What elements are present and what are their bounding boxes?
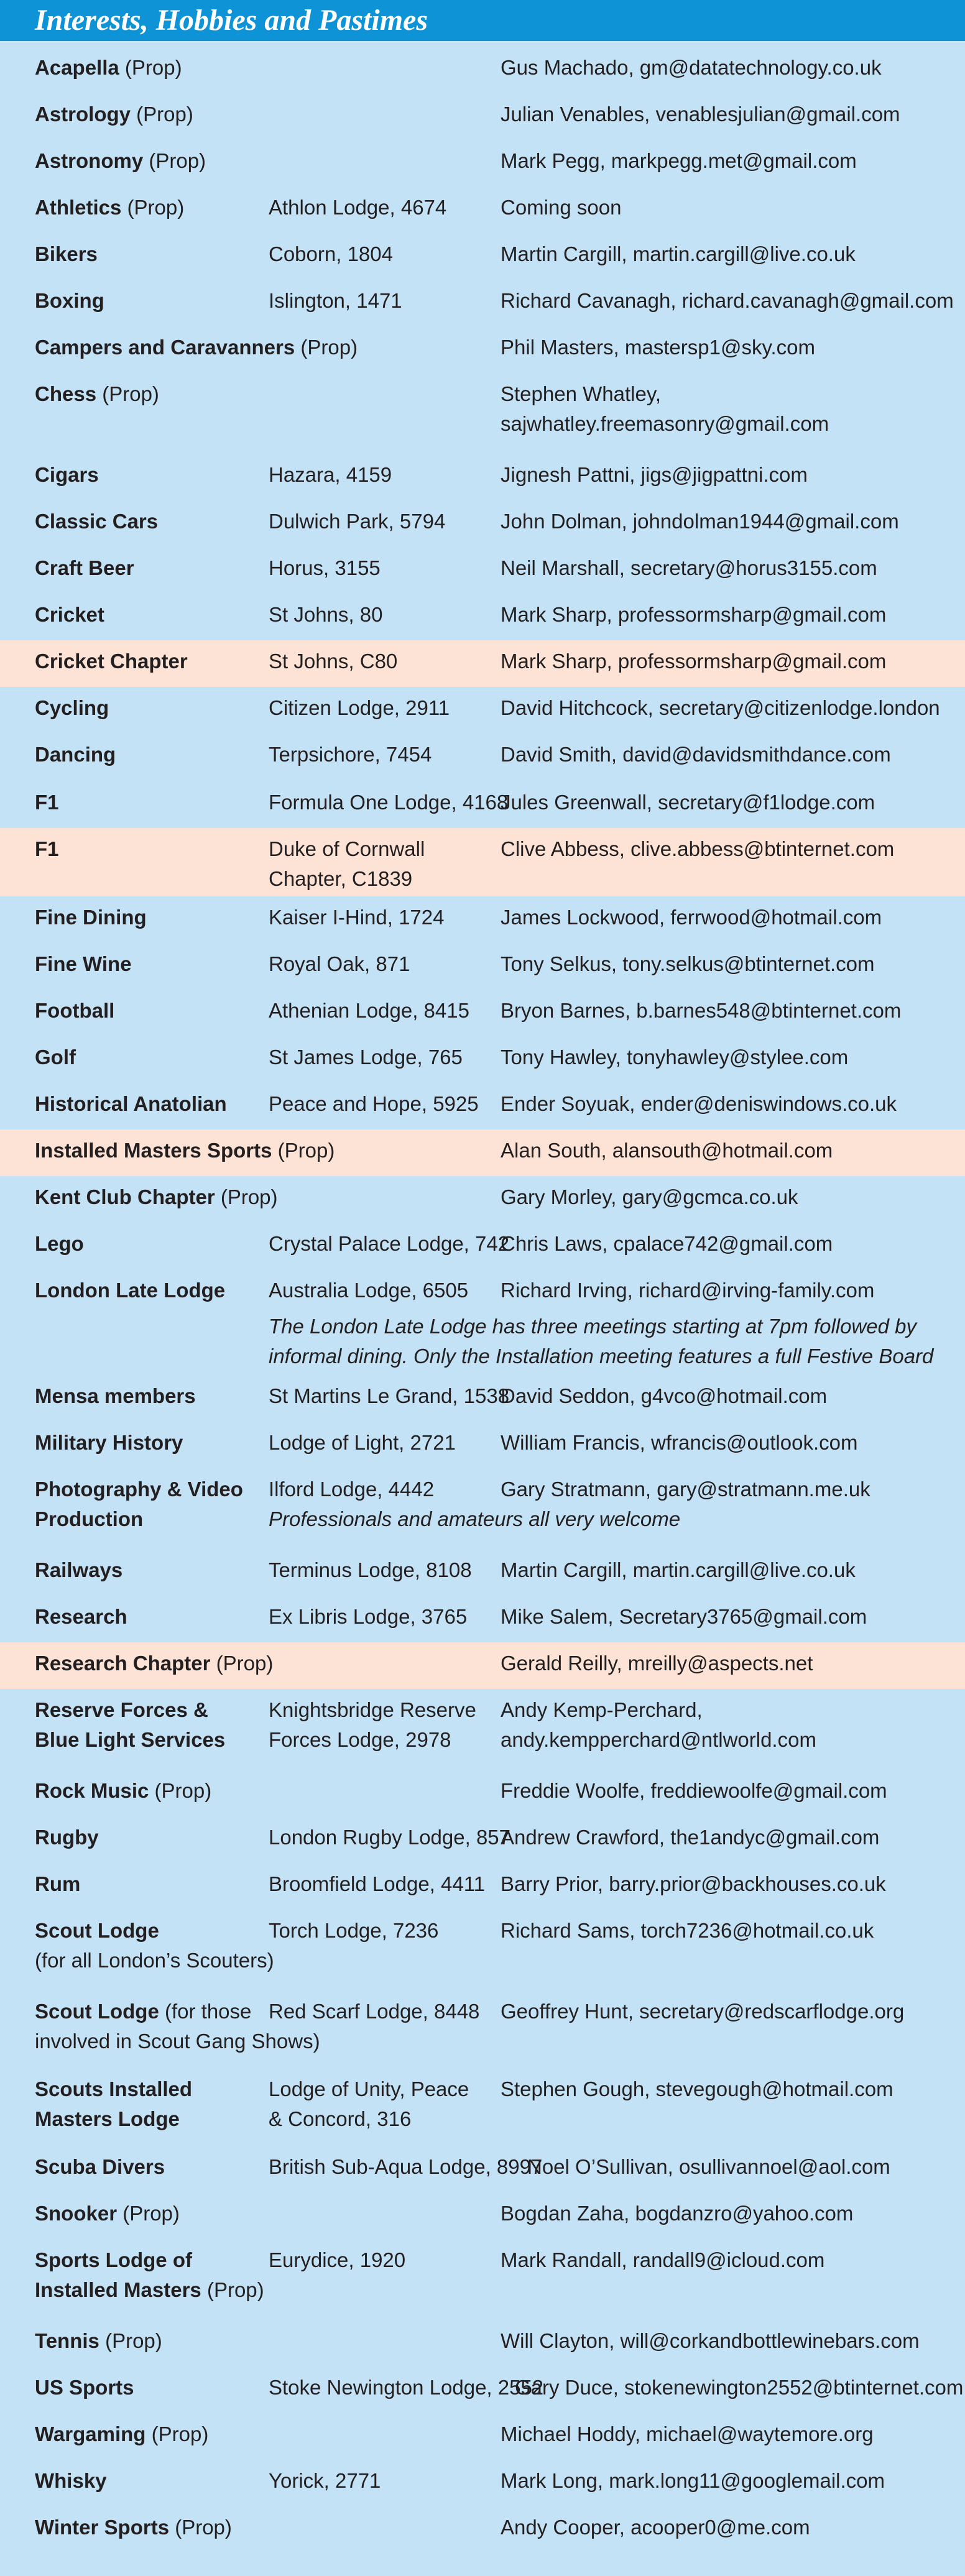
interest-name: Scouts Installed xyxy=(35,2077,193,2100)
table-row xyxy=(0,1816,965,1863)
contact-info: Noel O’Sullivan, osullivannoel@aol.com xyxy=(527,2155,890,2178)
table-row xyxy=(0,233,965,280)
interest-name: Lego xyxy=(35,1232,84,1255)
lodge-name: Torch Lodge, 7236 xyxy=(269,1919,439,1942)
interest-name: F1 xyxy=(35,791,59,814)
interest-name: Whisky xyxy=(35,2469,107,2492)
table-row xyxy=(0,1863,965,1910)
table-row xyxy=(0,1083,965,1129)
lodge-note-line2: informal dining. Only the Installation meeting features a full Festive Board xyxy=(269,1345,934,1368)
table-row xyxy=(0,828,965,896)
lodge-name: Ex Libris Lodge, 3765 xyxy=(269,1605,468,1628)
lodge-name: Knightsbridge Reserve xyxy=(269,1698,476,1721)
contact-info: Stephen Gough, stevegough@hotmail.com xyxy=(501,2077,893,2100)
table-row xyxy=(0,943,965,990)
table-row xyxy=(0,1549,965,1596)
table-row xyxy=(0,1770,965,1816)
table-row xyxy=(0,500,965,547)
contact-info-line2: sajwhatley.freemasonry@gmail.com xyxy=(501,412,829,435)
lodge-name: Dulwich Park, 5794 xyxy=(269,510,446,533)
interest-name: Kent Club Chapter (Prop) xyxy=(35,1185,278,1208)
interest-name: Football xyxy=(35,999,115,1022)
interest-name-line2: Blue Light Services xyxy=(35,1728,226,1751)
interest-name: Cricket Chapter xyxy=(35,650,188,673)
table-row xyxy=(0,1036,965,1083)
table-row xyxy=(0,373,965,454)
interest-name: Fine Wine xyxy=(35,952,132,975)
table-row xyxy=(0,140,965,186)
interest-name-line2: Installed Masters (Prop) xyxy=(35,2278,264,2301)
interest-name: Tennis (Prop) xyxy=(35,2329,162,2352)
contact-info: Jignesh Pattni, jigs@jigpattni.com xyxy=(501,463,808,486)
contact-info: Gerald Reilly, mreilly@aspects.net xyxy=(501,1652,813,1675)
interest-name: Photography & Video xyxy=(35,1478,243,1501)
contact-info: Jules Greenwall, secretary@f1lodge.com xyxy=(501,791,875,814)
interest-name: Acapella (Prop) xyxy=(35,56,182,79)
interest-name: Snooker (Prop) xyxy=(35,2202,180,2225)
contact-info: Neil Marshall, secretary@horus3155.com xyxy=(501,556,877,579)
table-row xyxy=(0,1910,965,1990)
table-row xyxy=(0,1990,965,2068)
table-row xyxy=(0,2506,965,2576)
lodge-name: British Sub-Aqua Lodge, 8997 xyxy=(269,2155,543,2178)
table-row xyxy=(0,1223,965,1269)
contact-info: Bogdan Zaha, bogdanzro@yahoo.com xyxy=(501,2202,854,2225)
contact-info: Will Clayton, will@corkandbottlewinebars.com xyxy=(501,2329,920,2352)
contact-info: Ender Soyuak, ender@deniswindows.co.uk xyxy=(501,1092,897,1115)
contact-info: Freddie Woolfe, freddiewoolfe@gmail.com xyxy=(501,1779,887,1802)
lodge-name-line2: Forces Lodge, 2978 xyxy=(269,1728,451,1751)
interest-name: Installed Masters Sports (Prop) xyxy=(35,1139,335,1162)
table-row xyxy=(0,781,965,828)
lodge-name: Peace and Hope, 5925 xyxy=(269,1092,479,1115)
table-row xyxy=(0,896,965,943)
interest-name: Chess (Prop) xyxy=(35,382,159,405)
interest-name: Fine Dining xyxy=(35,906,147,929)
table-row xyxy=(0,640,965,687)
contact-info: Mark Randall, randall9@icloud.com xyxy=(501,2248,825,2271)
interest-name: Historical Anatolian xyxy=(35,1092,227,1115)
table-row xyxy=(0,186,965,233)
interest-name: Military History xyxy=(35,1431,183,1454)
lodge-name: Duke of Cornwall xyxy=(269,837,425,860)
table-row xyxy=(0,2413,965,2460)
table-row xyxy=(0,2460,965,2506)
contact-info: Mike Salem, Secretary3765@gmail.com xyxy=(501,1605,867,1628)
contact-info: Chris Laws, cpalace742@gmail.com xyxy=(501,1232,833,1255)
table-row xyxy=(0,1422,965,1468)
contact-info: Andy Cooper, acooper0@me.com xyxy=(501,2516,810,2539)
lodge-name: Islington, 1471 xyxy=(269,289,402,312)
table-row xyxy=(0,47,965,93)
lodge-name: St James Lodge, 765 xyxy=(269,1046,463,1069)
contact-info: Gary Morley, gary@gcmca.co.uk xyxy=(501,1185,798,1208)
interest-name: Craft Beer xyxy=(35,556,134,579)
table-row xyxy=(0,454,965,500)
interest-name: Research Chapter (Prop) xyxy=(35,1652,274,1675)
interest-name: Astronomy (Prop) xyxy=(35,149,206,172)
header-bar xyxy=(0,0,965,41)
interest-name: Sports Lodge of xyxy=(35,2248,192,2271)
contact-info: Tony Selkus, tony.selkus@btinternet.com xyxy=(501,952,875,975)
interest-name: Classic Cars xyxy=(35,510,159,533)
lodge-name: Athlon Lodge, 4674 xyxy=(269,196,447,219)
interest-name: Bikers xyxy=(35,242,98,265)
contact-info: Gary Stratmann, gary@stratmann.me.uk xyxy=(501,1478,870,1501)
contact-info: Mark Sharp, professormsharp@gmail.com xyxy=(501,650,887,673)
interest-name: Rum xyxy=(35,1872,81,1895)
interest-name: Rugby xyxy=(35,1826,99,1849)
lodge-name: Lodge of Light, 2721 xyxy=(269,1431,456,1454)
lodge-name: Citizen Lodge, 2911 xyxy=(269,696,450,719)
interest-name: Mensa members xyxy=(35,1384,196,1407)
interest-name: Scout Lodge xyxy=(35,1919,159,1942)
table-row xyxy=(0,1689,965,1770)
interest-name: Railways xyxy=(35,1558,123,1581)
contact-info: Andy Kemp-Perchard, xyxy=(501,1698,703,1721)
table-row xyxy=(0,2068,965,2146)
lodge-name: Stoke Newington Lodge, 2552 xyxy=(269,2376,544,2399)
lodge-name-line2: Chapter, C1839 xyxy=(269,867,413,890)
interest-name-line2: Masters Lodge xyxy=(35,2107,180,2130)
contact-info: John Dolman, johndolman1944@gmail.com xyxy=(501,510,899,533)
contact-info: Mark Long, mark.long11@googlemail.com xyxy=(501,2469,885,2492)
table-row xyxy=(0,2239,965,2320)
interest-name: Reserve Forces & xyxy=(35,1698,208,1721)
lodge-name: Eurydice, 1920 xyxy=(269,2248,406,2271)
contact-info: David Smith, david@davidsmithdance.com xyxy=(501,743,891,766)
table-row xyxy=(0,2367,965,2413)
table-row xyxy=(0,687,965,734)
lodge-name: Terminus Lodge, 8108 xyxy=(269,1558,472,1581)
interest-name: F1 xyxy=(35,837,59,860)
lodge-name: Terpsichore, 7454 xyxy=(269,743,432,766)
lodge-name: St Martins Le Grand, 1538 xyxy=(269,1384,510,1407)
interest-name: Wargaming (Prop) xyxy=(35,2422,209,2445)
lodge-note: Professionals and amateurs all very welcome xyxy=(269,1507,681,1530)
contact-info: Gary Duce, stokenewington2552@btinternet.com xyxy=(515,2376,964,2399)
contact-info: Richard Irving, richard@irving-family.com xyxy=(501,1279,875,1302)
interest-name: Research xyxy=(35,1605,127,1628)
table-row xyxy=(0,594,965,640)
interest-name-line2: Production xyxy=(35,1507,144,1530)
contact-info: Clive Abbess, clive.abbess@btinternet.com xyxy=(501,837,895,860)
contact-info: Michael Hoddy, michael@waytemore.org xyxy=(501,2422,874,2445)
interest-name: Golf xyxy=(35,1046,76,1069)
contact-info: David Seddon, g4vco@hotmail.com xyxy=(501,1384,828,1407)
table-row xyxy=(0,1468,965,1549)
contact-info: Alan South, alansouth@hotmail.com xyxy=(501,1139,833,1162)
interest-name: Scuba Divers xyxy=(35,2155,165,2178)
contact-info: Julian Venables, venablesjulian@gmail.com xyxy=(501,103,900,126)
table-row xyxy=(0,2320,965,2367)
lodge-name: Coborn, 1804 xyxy=(269,242,393,265)
lodge-name: Athenian Lodge, 8415 xyxy=(269,999,469,1022)
contact-info: Mark Sharp, professormsharp@gmail.com xyxy=(501,603,887,626)
contact-info: Martin Cargill, martin.cargill@live.co.uk xyxy=(501,1558,856,1581)
table-row xyxy=(0,1129,965,1176)
lodge-name: Formula One Lodge, 4168 xyxy=(269,791,509,814)
page-title: Interests, Hobbies and Pastimes xyxy=(35,4,428,37)
table-row xyxy=(0,990,965,1036)
interest-name: Cigars xyxy=(35,463,99,486)
interest-subtitle: (for all London’s Scouters) xyxy=(35,1949,274,1972)
contact-info-line2: andy.kempperchard@ntlworld.com xyxy=(501,1728,816,1751)
table-row xyxy=(0,326,965,373)
lodge-name: Horus, 3155 xyxy=(269,556,381,579)
interest-name: London Late Lodge xyxy=(35,1279,226,1302)
lodge-name: Red Scarf Lodge, 8448 xyxy=(269,2000,480,2023)
contact-info: Tony Hawley, tonyhawley@stylee.com xyxy=(501,1046,849,1069)
lodge-name: Broomfield Lodge, 4411 xyxy=(269,1872,485,1895)
lodge-name: St Johns, 80 xyxy=(269,603,383,626)
contact-info: Geoffrey Hunt, secretary@redscarflodge.org xyxy=(501,2000,905,2023)
interest-name: US Sports xyxy=(35,2376,134,2399)
table-row xyxy=(0,547,965,594)
contact-info: Richard Sams, torch7236@hotmail.co.uk xyxy=(501,1919,874,1942)
contact-info: Gus Machado, gm@datatechnology.co.uk xyxy=(501,56,882,79)
table-row xyxy=(0,2192,965,2239)
table-row xyxy=(0,1269,965,1375)
interest-name: Scout Lodge (for those xyxy=(35,2000,252,2023)
lodge-name: St Johns, C80 xyxy=(269,650,398,673)
table-row xyxy=(0,1375,965,1422)
contact-info: Richard Cavanagh, richard.cavanagh@gmail.com xyxy=(501,289,954,312)
interest-name: Cycling xyxy=(35,696,109,719)
interest-name: Cricket xyxy=(35,603,104,626)
contact-info: Barry Prior, barry.prior@backhouses.co.uk xyxy=(501,1872,886,1895)
contact-info: Bryon Barnes, b.barnes548@btinternet.com xyxy=(501,999,902,1022)
interest-name: Dancing xyxy=(35,743,116,766)
lodge-name: Crystal Palace Lodge, 742 xyxy=(269,1232,510,1255)
contact-info: Martin Cargill, martin.cargill@live.co.uk xyxy=(501,242,856,265)
table-row xyxy=(0,1596,965,1642)
lodge-name: Yorick, 2771 xyxy=(269,2469,381,2492)
lodge-name: Royal Oak, 871 xyxy=(269,952,410,975)
lodge-name: Lodge of Unity, Peace xyxy=(269,2077,469,2100)
contact-info: Andrew Crawford, the1andyc@gmail.com xyxy=(501,1826,880,1849)
lodge-note: The London Late Lodge has three meetings starting at 7pm followed by xyxy=(269,1315,917,1338)
table-row xyxy=(0,1176,965,1223)
interest-name: Athletics (Prop) xyxy=(35,196,185,219)
table-row xyxy=(0,734,965,781)
table-row xyxy=(0,93,965,140)
contact-info: David Hitchcock, secretary@citizenlodge.london xyxy=(501,696,940,719)
contact-info: Phil Masters, mastersp1@sky.com xyxy=(501,336,816,359)
contact-info: Mark Pegg, markpegg.met@gmail.com xyxy=(501,149,857,172)
interest-name: Boxing xyxy=(35,289,104,312)
lodge-name: London Rugby Lodge, 857 xyxy=(269,1826,511,1849)
interest-name: Astrology (Prop) xyxy=(35,103,193,126)
table-row xyxy=(0,1642,965,1689)
table-row xyxy=(0,2146,965,2192)
contact-info: William Francis, wfrancis@outlook.com xyxy=(501,1431,858,1454)
interest-subtitle: involved in Scout Gang Shows) xyxy=(35,2030,320,2053)
table-row xyxy=(0,280,965,326)
contact-info: James Lockwood, ferrwood@hotmail.com xyxy=(501,906,882,929)
contact-info: Stephen Whatley, xyxy=(501,382,662,405)
lodge-name: Kaiser I-Hind, 1724 xyxy=(269,906,445,929)
lodge-name: Hazara, 4159 xyxy=(269,463,392,486)
contact-info: Coming soon xyxy=(501,196,622,219)
interest-name: Rock Music (Prop) xyxy=(35,1779,212,1802)
interest-name: Winter Sports (Prop) xyxy=(35,2516,232,2539)
lodge-name-line2: & Concord, 316 xyxy=(269,2107,412,2130)
lodge-name: Australia Lodge, 6505 xyxy=(269,1279,469,1302)
lodge-name: Ilford Lodge, 4442 xyxy=(269,1478,435,1501)
interest-name: Campers and Caravanners (Prop) xyxy=(35,336,358,359)
